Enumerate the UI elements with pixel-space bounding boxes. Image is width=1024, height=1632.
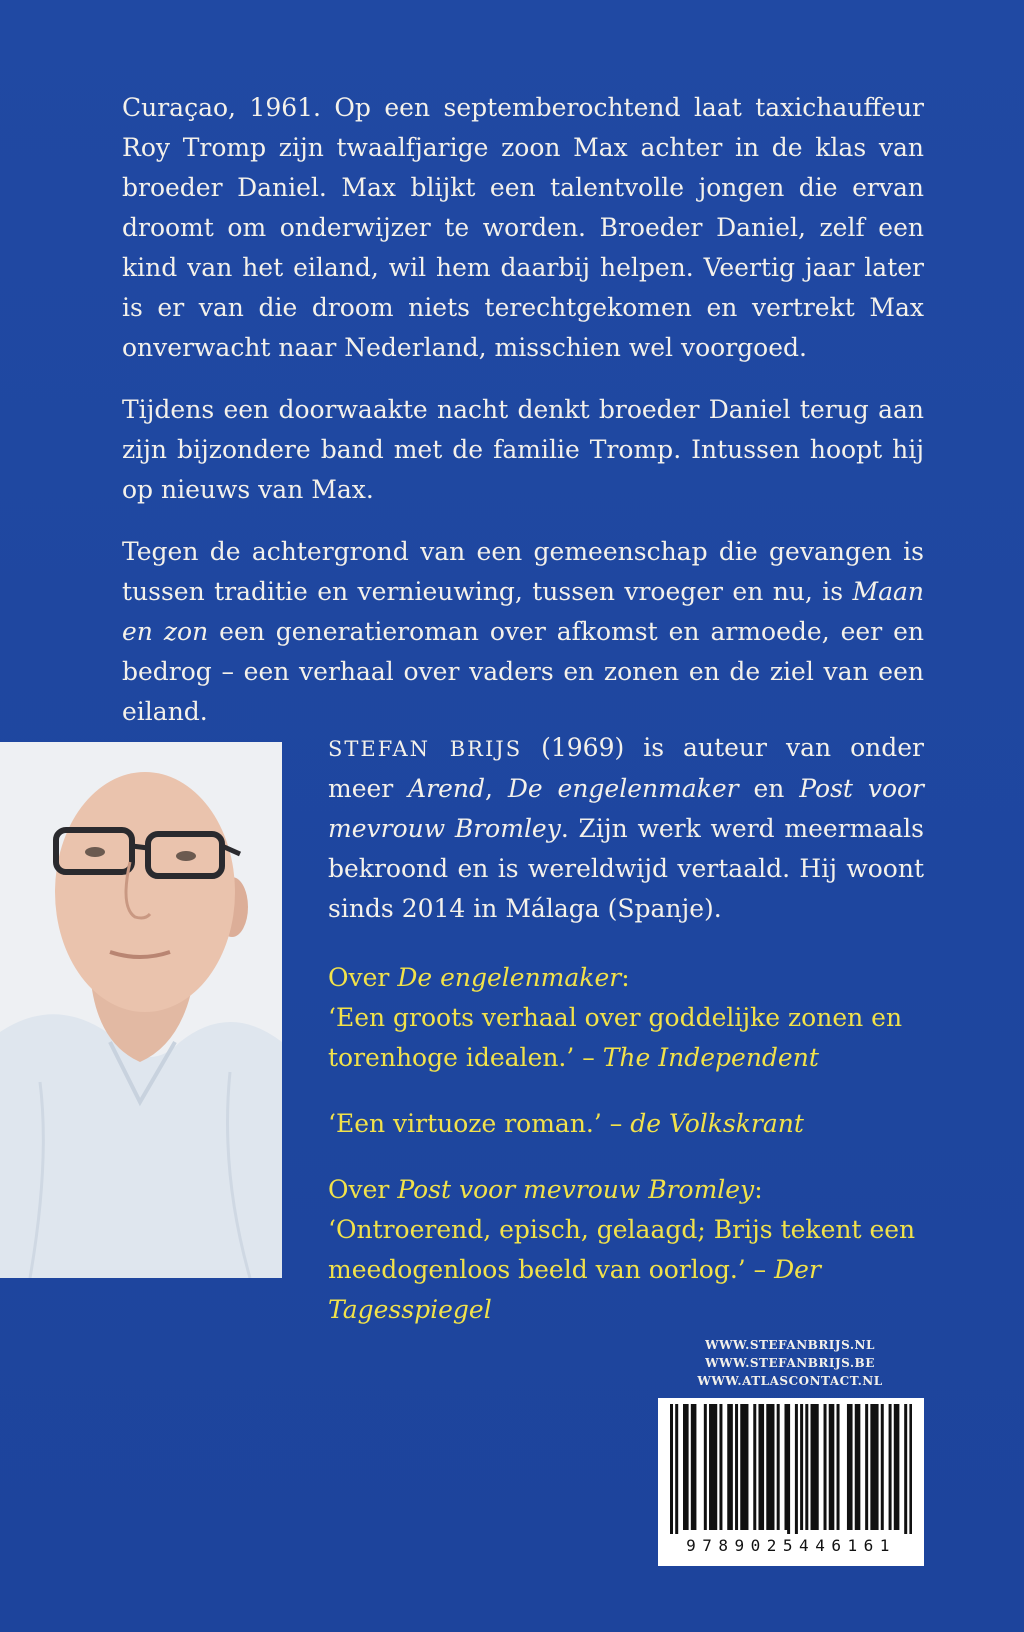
barcode-bar [787,1404,790,1534]
barcode-bar [686,1404,689,1530]
url-atlascontact-nl: WWW.ATLASCONTACT.NL [697,1374,883,1388]
barcode-bar [824,1404,827,1530]
barcode-bar [805,1404,808,1530]
review-quote [328,998,928,1078]
isbn-barcode [658,1398,924,1566]
barcode-bar [837,1404,840,1530]
quote-source: Der Tagesspiegel [328,1255,821,1324]
blurb-paragraph-1: Curaçao, 1961. Op een septemberochtend laat taxichauffeur Roy Tromp zijn twaalfjarige zoon Max achter in de klas van broeder Daniel. Max blijkt een talentvolle jongen die ervan droomt om onderwijzer te worden. Broeder Daniel, zelf een kind van het eiland, wil hem daarbij helpen. Veertig jaar later is er van die droom niets terechtgekomen en vertrekt Max onverwacht naar Nederland, misschien wel voorgoed. [122,93,924,362]
author-photo [0,742,282,1278]
barcode-bar [670,1404,673,1534]
author-bio [328,728,924,929]
quote-text: ‘Een groots verhaal over goddelijke zonen en torenhoge idealen.’ – [328,1003,903,1072]
blurb-paragraph-3 [122,532,924,732]
barcode-bar [709,1404,712,1530]
barcode-bar [719,1404,722,1530]
quote-text: ‘Een virtuoze roman.’ – [328,1109,631,1138]
book-title: Maan en zon [122,577,924,646]
barcode-bar [758,1404,761,1530]
barcode-bar [904,1404,907,1534]
barcode-bar [870,1404,873,1530]
review-colon: : [754,1175,763,1204]
barcode-bar [909,1404,912,1534]
barcode-bar [727,1404,730,1530]
barcode-bar [850,1404,853,1530]
blurb-text: Tegen de achtergrond van een gemeenschap die gevangen is tussen traditie en vernieuwing, tussen vroeger en nu, is [122,537,924,606]
barcode-bar [704,1404,707,1530]
blurb [122,88,924,754]
barcode-bar [745,1404,748,1530]
book-title: De engelenmaker [507,774,739,803]
book-title: De engelenmaker [397,963,622,992]
barcode-bar [766,1404,769,1530]
url-stefanbrijs-be: WWW.STEFANBRIJS.BE [705,1356,875,1370]
review-volkskrant [328,1104,928,1144]
barcode-bar [795,1404,798,1534]
barcode-bar [816,1404,819,1530]
barcode-bar [683,1404,686,1530]
book-title: Post voor mevrouw Bromley [328,774,924,843]
barcode-bar [800,1404,803,1530]
barcode-bar [675,1404,678,1534]
barcode-bar [753,1404,756,1530]
barcode-bar [813,1404,816,1530]
barcode-bar [847,1404,850,1530]
barcode-bar [894,1404,897,1530]
barcode-bar [865,1404,868,1530]
barcode-bar [712,1404,715,1530]
barcode-bar [873,1404,876,1530]
review-bromley [328,1170,928,1330]
barcode-bar [735,1404,738,1530]
barcode-bar [881,1404,884,1530]
barcode-bar [777,1404,780,1530]
barcode-bar [784,1404,787,1530]
quote-text: ‘Ontroerend, episch, gelaagd; Brijs tekent een meedogenloos beeld van oorlog.’ – [328,1215,916,1284]
barcode-bar [714,1404,717,1530]
website-links [660,1336,920,1390]
barcode-bar [740,1404,743,1530]
barcode-bar [811,1404,814,1530]
review-intro: Over [328,1175,398,1204]
review-engelenmaker [328,958,928,1078]
review-quote [328,1104,928,1144]
isbn-number: 9789025446161 [686,1536,896,1555]
blurb-text: een generatieroman over afkomst en armoede, eer en bedrog – een verhaal over vaders en zonen en de ziel van een eiland. [122,617,924,726]
author-name: STEFAN BRIJS [328,737,523,761]
bio-text: (1969) is auteur van onder meer [328,733,924,803]
barcode-bar [691,1404,694,1530]
bio-text: . Zijn werk werd meermaals bekroond en is wereldwijd vertaald. Hij woont sinds 2014 in Málaga (Spanje). [328,814,924,923]
barcode-bar [743,1404,746,1530]
review-intro: Over [328,963,398,992]
bio-text: , [485,774,508,803]
book-title: Post voor mevrouw Bromley [397,1175,755,1204]
review-heading [328,958,928,998]
quote-source: de Volkskrant [630,1109,804,1138]
barcode-bars [670,1404,912,1534]
barcode-bar [769,1404,772,1530]
review-heading [328,1170,928,1210]
barcode-bar [761,1404,764,1530]
review-colon: : [621,963,630,992]
review-quote [328,1210,928,1330]
barcode-bar [831,1404,834,1530]
barcode-bar [730,1404,733,1530]
quote-source: The Independent [602,1043,819,1072]
book-title: Arend [408,774,486,803]
press-reviews [328,958,928,1356]
barcode-bar [896,1404,899,1530]
barcode-bar [771,1404,774,1530]
barcode-bar [876,1404,879,1530]
barcode-bar [889,1404,892,1530]
barcode-bar [857,1404,860,1530]
url-stefanbrijs-nl: WWW.STEFANBRIJS.NL [705,1338,875,1352]
bio-text: en [738,774,800,803]
barcode-bar [693,1404,696,1530]
barcode-bar [829,1404,832,1530]
blurb-paragraph-2: Tijdens een doorwaakte nacht denkt broeder Daniel terug aan zijn bijzondere band met de familie Tromp. Intussen hoopt hij op nieuws van Max. [122,395,924,504]
barcode-bar [855,1404,858,1530]
